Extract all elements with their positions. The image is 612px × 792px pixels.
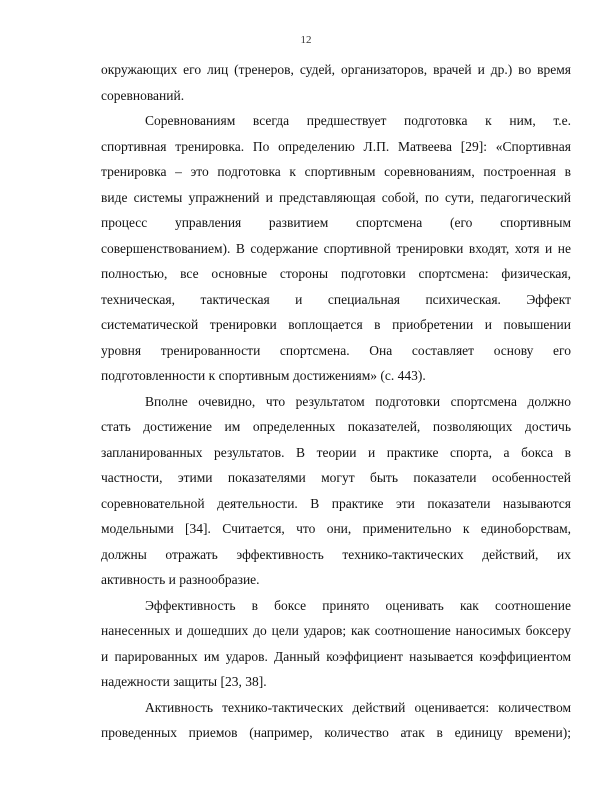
- text-line: Активность технико-тактических действий оценивается: количеством: [145, 699, 571, 715]
- text-line: соревновательной деятельности. В практике эти показатели называются: [101, 495, 571, 511]
- text-line: виде системы упражнений и представляющая собой, по сути, педагогический: [101, 189, 571, 205]
- text-line: соревнований.: [101, 87, 185, 103]
- text-line: совершенствованием). В содержание спортивной тренировки входят, хотя и не: [101, 240, 571, 256]
- text-line: спортивная тренировка. По определению Л.П. Матвеева [29]: «Спортивная: [101, 138, 571, 154]
- text-line: Соревнованиям всегда предшествует подготовка к ним, т.е.: [145, 113, 571, 128]
- text-line: стать достижение им определенных показателей, позволяющих достичь: [101, 419, 571, 434]
- text-line: и парированных им ударов. Данный коэффициент называется коэффициентом: [101, 648, 571, 664]
- text-line: Эффективность в боксе принято оценивать как соотношение: [145, 597, 571, 613]
- text-line: частности, этими показателями могут быть показатели особенностей: [101, 470, 571, 485]
- paragraph: [101, 695, 571, 746]
- text-line: проведенных приемов (например, количество атак в единицу времени);: [101, 725, 571, 740]
- text-line: техническая, тактическая и специальная психическая. Эффект: [101, 291, 571, 307]
- text-line: модельными [34]. Считается, что они, применительно к единоборствам,: [101, 521, 571, 536]
- text-line: нанесенных и дошедших до цели ударов; как соотношение наносимых боксеру: [101, 623, 571, 638]
- text-line: уровня тренированности спортсмена. Она составляет основу его: [101, 342, 571, 358]
- paragraph: [101, 389, 571, 593]
- text-line: Вполне очевидно, что результатом подготовки спортсмена должно: [145, 393, 571, 409]
- paragraph: [101, 108, 571, 389]
- page-number: 12: [300, 34, 312, 46]
- document-body: [101, 57, 571, 746]
- text-line: систематической тренировки воплощается в приобретении и повышении: [101, 317, 571, 332]
- text-line: запланированных результатов. В теории и практике спорта, а бокса в: [101, 444, 571, 460]
- text-line: тренировка – это подготовка к спортивным соревнованиям, построенная в: [101, 164, 571, 179]
- text-line: окружающих его лиц (тренеров, судей, организаторов, врачей и др.) во время: [101, 62, 571, 77]
- paragraph: [101, 593, 571, 695]
- text-line: процесс управления развитием спортсмена (его спортивным: [101, 215, 571, 230]
- text-line: активность и разнообразие.: [101, 572, 260, 587]
- text-line: надежности защиты [23, 38].: [101, 674, 267, 689]
- text-line: должны отражать эффективность технико-тактических действий, их: [101, 546, 571, 562]
- text-line: подготовленности к спортивным достижениям» (с. 443).: [101, 368, 426, 383]
- paragraph: [101, 57, 571, 108]
- text-line: полностью, все основные стороны подготовки спортсмена: физическая,: [101, 266, 571, 281]
